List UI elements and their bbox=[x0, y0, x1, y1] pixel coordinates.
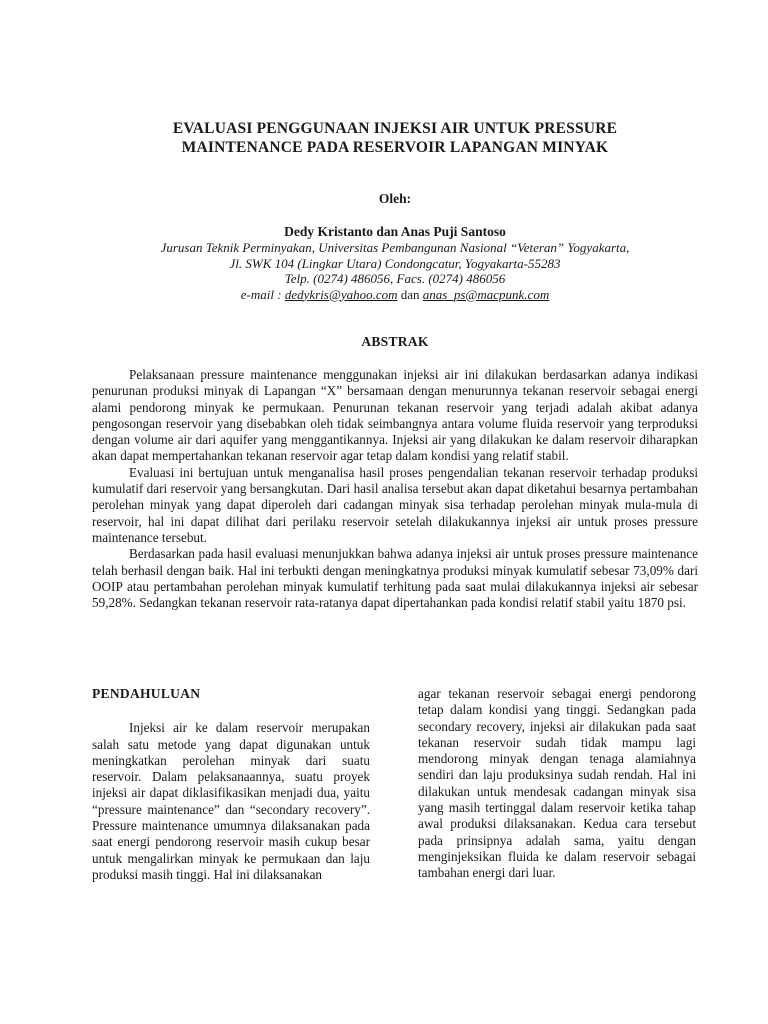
email-link-1[interactable]: dedykris@yahoo.com bbox=[284, 286, 398, 302]
email-prefix: e-mail : bbox=[240, 286, 285, 302]
left-column bbox=[92, 686, 370, 883]
right-column bbox=[418, 686, 696, 882]
section-heading-pendahuluan: PENDAHULUAN bbox=[92, 686, 201, 701]
abstract-heading: ABSTRAK bbox=[361, 334, 429, 349]
affiliation-line-2: Jl. SWK 104 (Lingkar Utara) Condongcatur, Yogyakarta-55283 bbox=[229, 255, 561, 271]
title-line-1: EVALUASI PENGGUNAAN INJEKSI AIR UNTUK PRESSURE bbox=[172, 120, 618, 137]
abstract-body bbox=[92, 367, 698, 611]
email-link-2[interactable]: anas_ps@macpunk.com bbox=[422, 286, 550, 302]
intro-paragraph-right: agar tekanan reservoir sebagai energi pendorong tetap dalam kondisi yang tinggi. Sedangkan pada secondary recovery, injeksi air dilakukan pada saat tekanan reservoir sudah tidak mampu lagi mendorong minyak dengan tenaga alamiahnya sendiri dan laju produksinya sudah rendah. Hal ini dilakukan untuk mendesak cadangan minyak sisa yang masih tertinggal dalam reservoir ketika tahap awal produksi dilaksanakan. Kedua cara tersebut pada prinsipnya adalah sama, yaitu dengan menginjeksikan fluida ke dalam reservoir sebagai tambahan energi dari luar. bbox=[418, 686, 696, 881]
byline-label: Oleh: bbox=[378, 191, 412, 206]
paper-title bbox=[92, 119, 698, 157]
title-line-2: MAINTENANCE PADA RESERVOIR LAPANGAN MINYAK bbox=[181, 139, 609, 156]
abstract-paragraph-2: Evaluasi ini bertujuan untuk menganalisa hasil proses pengendalian tekanan reservoir terhadap produksi kumulatif dari reservoir yang bersangkutan. Dari hasil analisa tersebut akan dapat diketahui besarnya pertambahan perolehan minyak yang dapat diperoleh dari cadangan minyak sisa terhadap perolehan minyak mula-mula di reservoir, hal ini dapat dilihat dari perilaku reservoir setelah dilakukannya injeksi air untuk proses pressure maintenance tersebut. bbox=[92, 464, 698, 545]
author-affiliation bbox=[92, 240, 698, 302]
affiliation-line-1: Jurusan Teknik Perminyakan, Universitas Pembangunan Nasional “Veteran” Yogyakarta, bbox=[160, 240, 630, 255]
intro-paragraph-left: Injeksi air ke dalam reservoir merupakan salah satu metode yang dapat digunakan untuk meningkatkan perolehan minyak dari suatu reservoir. Dalam pelaksanaannya, suatu proyek injeksi air dapat diklasifikasikan menjadi dua, yaitu “pressure maintenance” dan “secondary recovery”. Pressure maintenance umumnya dilaksanakan pada saat energi pendorong reservoir masih cukup besar untuk mengalirkan minyak ke permukaan dan laju produksi masih tinggi. Hal ini dilaksanakan bbox=[92, 720, 370, 882]
author-names: Dedy Kristanto dan Anas Puji Santoso bbox=[284, 224, 506, 239]
email-join: dan bbox=[397, 286, 423, 302]
affiliation-line-3: Telp. (0274) 486056, Facs. (0274) 486056 bbox=[284, 271, 506, 286]
email-line bbox=[92, 287, 698, 303]
abstract-paragraph-3: Berdasarkan pada hasil evaluasi menunjukkan bahwa adanya injeksi air untuk proses pressure maintenance telah berhasil dengan baik. Hal ini terbukti dengan meningkatnya produksi minyak kumulatif sebesar 73,09% dari OOIP atau pertambahan perolehan minyak kumulatif terhitung pada saat mulai dilakukannya injeksi air sebesar 59,28%. Sedangkan tekanan reservoir rata-ratanya dapat dipertahankan pada kondisi relatif stabil yaitu 1870 psi. bbox=[92, 546, 698, 611]
abstract-paragraph-1: Pelaksanaan pressure maintenance menggunakan injeksi air ini dilakukan berdasarkan adanya indikasi penurunan produksi minyak di Lapangan “X” bersamaan dengan menurunnya tekanan reservoir sebagai energi alami pendorong minyak ke permukaan. Penurunan tekanan reservoir yang terjadi adalah akibat adanya pengosongan reservoir yang disebabkan oleh tidak seimbangnya antara volume fluida reservoir yang terproduksi dengan volume air dari aquifer yang menggantikannya. Injeksi air yang dilakukan ke dalam reservoir diharapkan akan dapat mempertahankan tekanan reservoir agar tetap dalam kondisi yang relatif stabil. bbox=[92, 367, 698, 464]
